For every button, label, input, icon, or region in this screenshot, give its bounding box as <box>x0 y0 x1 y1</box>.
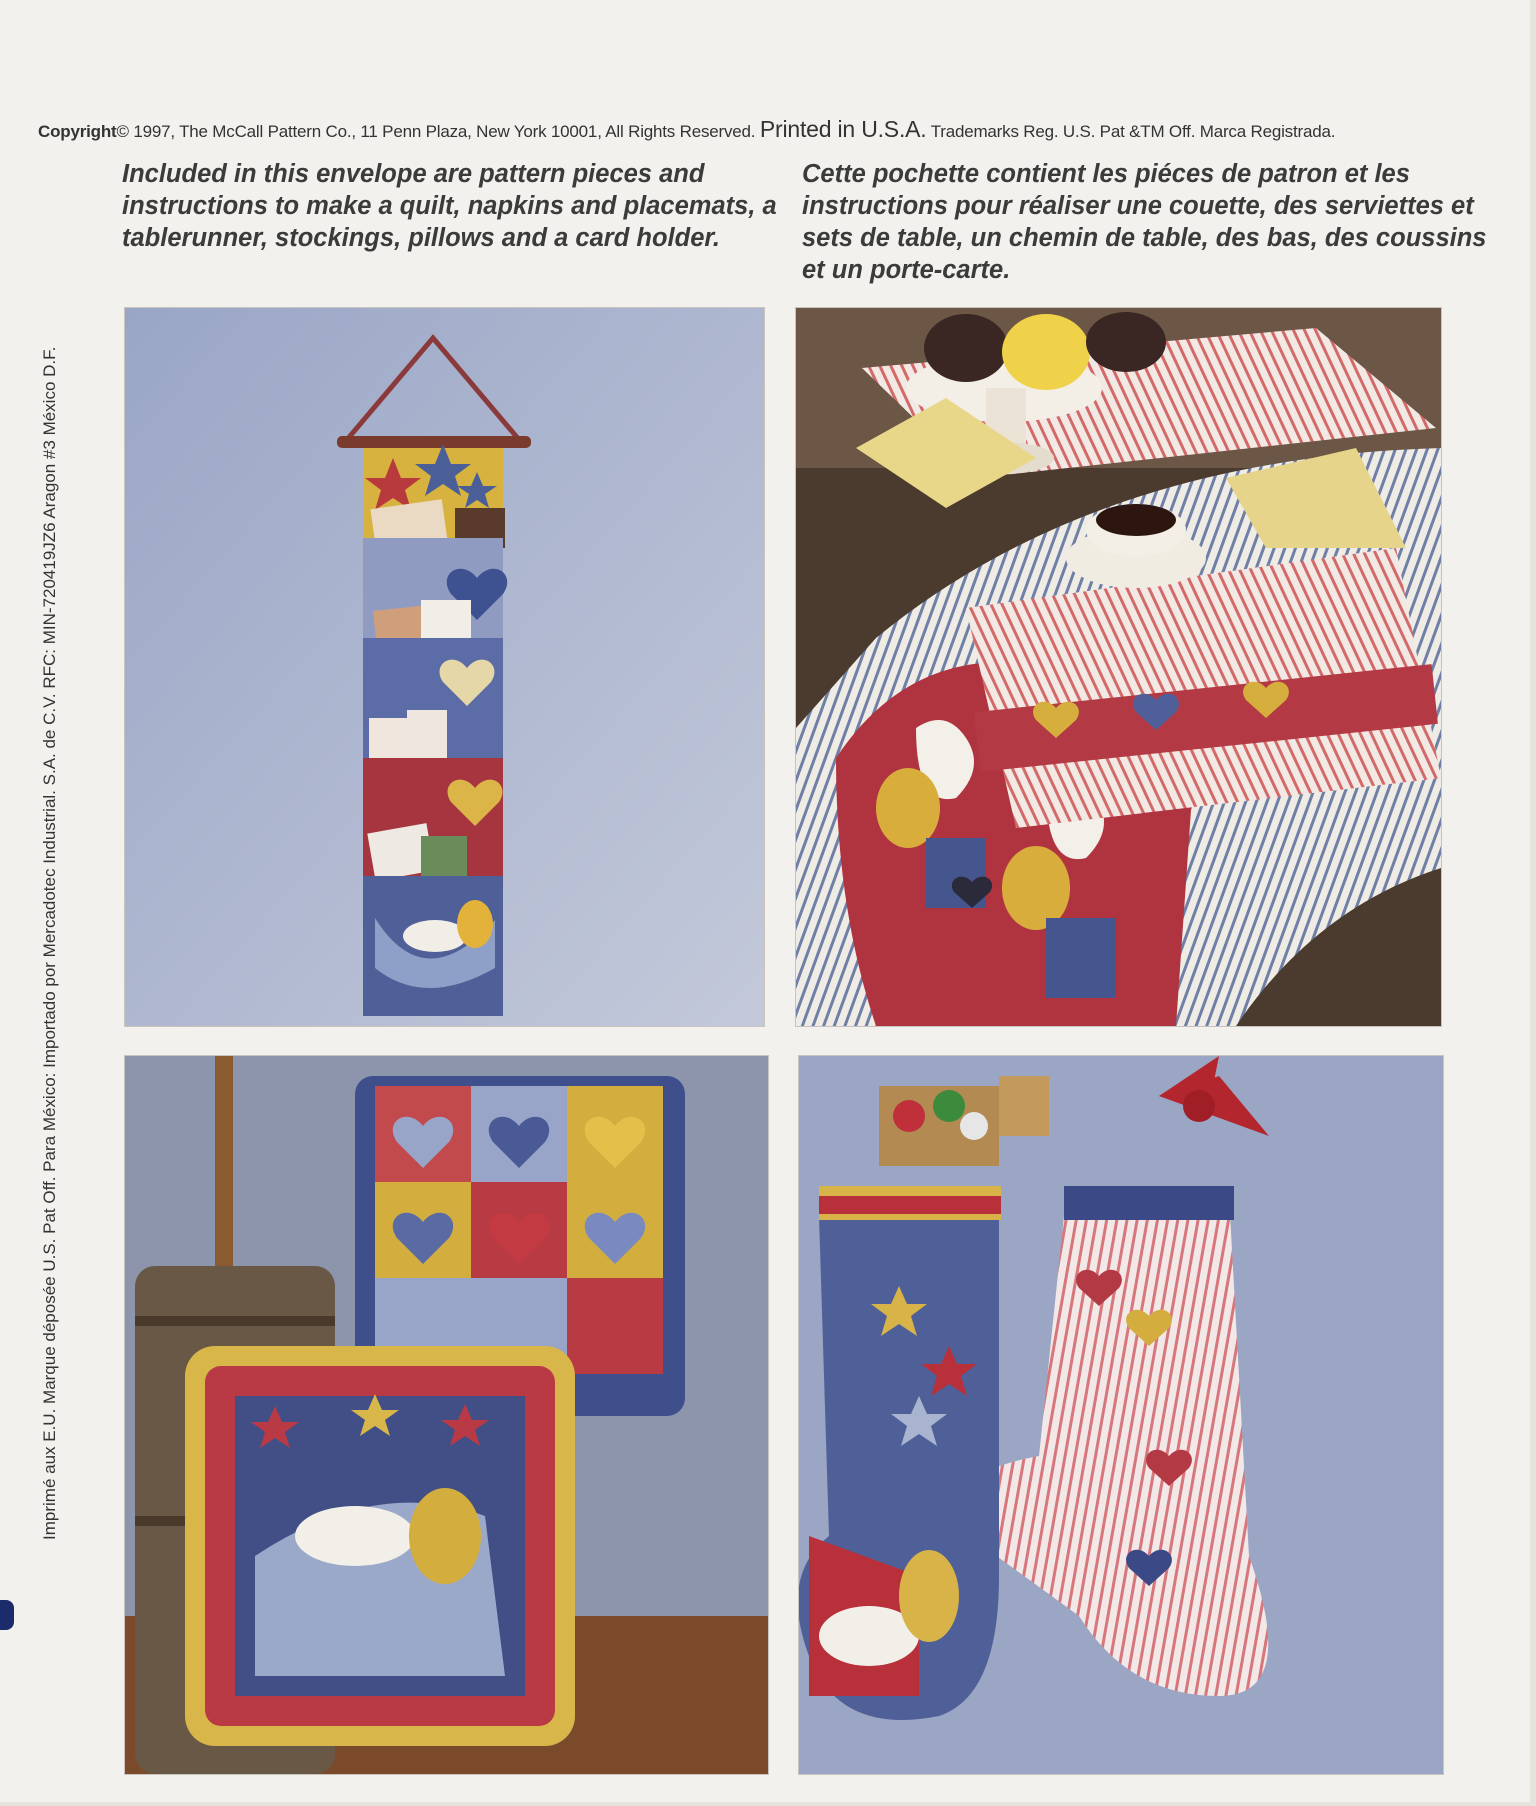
trademarks: Trademarks Reg. U.S. Pat &TM Off. Marca Registrada. <box>930 122 1336 141</box>
copyright-line <box>38 116 1478 143</box>
envelope-edge-mark <box>0 1600 14 1630</box>
intro-english: Included in this envelope are pattern pieces and instructions to make a quilt, napkins and placemats, a tablerunner, stockings, pillows and a card holder. <box>122 160 777 252</box>
copyright-label: Copyright <box>38 122 117 141</box>
stockings-photo <box>799 1056 1443 1774</box>
pillows-photo <box>125 1056 768 1774</box>
copyright-company: 1997, The McCall Pattern Co., 11 Penn Plaza, New York 10001, All Rights Reserved. <box>133 122 756 141</box>
card-holder-photo <box>125 308 764 1026</box>
copyright-symbol: © <box>116 122 129 141</box>
tablerunner-placemat-photo <box>796 308 1441 1026</box>
intro-french: Cette pochette contient les piéces de patron et les instructions pour réaliser une couette, des serviettes et sets de table, un chemin de table, des bas, des coussins et un porte-carte. <box>802 160 1487 284</box>
printed-in: Printed in U.S.A. <box>759 116 927 142</box>
side-legal-text: Imprimé aux E.U. Marque déposée U.S. Pat Off. Para México: Importado por Mercadotec Industrial. S.A. de C.V. RFC: MIN-720419JZ6 Aragon #3 México D.F. <box>40 346 59 1540</box>
